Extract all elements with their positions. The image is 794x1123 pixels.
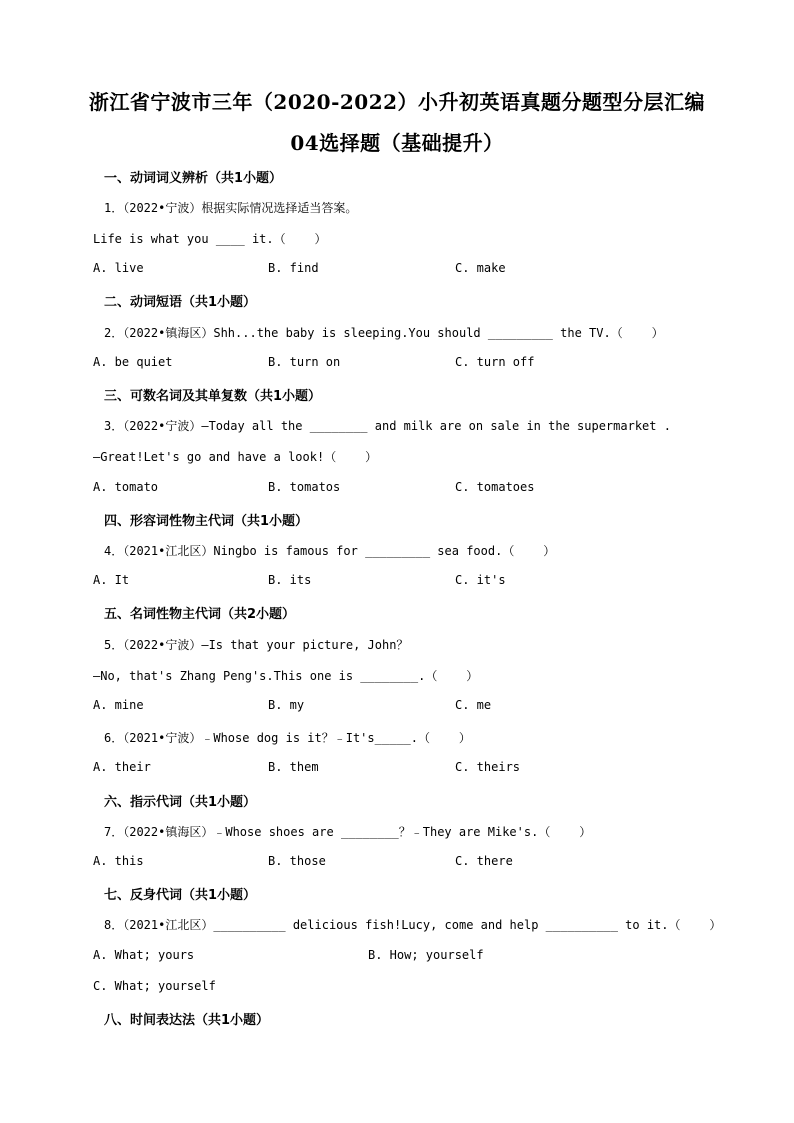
section-heading: 四、形容词性物主代词（共1小题） <box>104 514 309 529</box>
option-a: A. What; yours <box>93 948 195 962</box>
question-stem: 8．（2021•江北区）__________ delicious fish!Lucy, come and help __________ to it.（ ） <box>104 918 722 932</box>
section-heading: 七、反身代词（共1小题） <box>104 888 257 903</box>
option-b: B. them <box>268 760 319 774</box>
section-heading: 一、动词词义辨析（共1小题） <box>104 171 283 186</box>
option-c: C. there <box>455 854 513 868</box>
question-stem: 3．（2022•宁波）—Today all the ________ and milk are on sale in the supermarket . <box>104 419 671 433</box>
option-a: A. be quiet <box>93 355 173 369</box>
section-heading: 八、时间表达法（共1小题） <box>104 1013 270 1028</box>
option-c: C. theirs <box>455 760 521 774</box>
option-a: A. tomato <box>93 480 159 494</box>
option-a: A. live <box>93 261 144 275</box>
option-b: B. How; yourself <box>368 948 484 962</box>
section-heading: 二、动词短语（共1小题） <box>104 295 257 310</box>
section-heading: 五、名词性物主代词（共2小题） <box>104 607 296 622</box>
question-stem: 1．（2022•宁波）根据实际情况选择适当答案。 <box>104 201 358 215</box>
question-stem: 2．（2022•镇海区）Shh...the baby is sleeping.You should _________ the TV.（ ） <box>104 326 664 340</box>
page-title-line1: 浙江省宁波市三年（2020-2022）小升初英语真题分题型分层汇编 <box>88 90 706 114</box>
option-c: C. make <box>455 261 506 275</box>
option-c: C. me <box>455 698 492 712</box>
option-a: A. this <box>93 854 144 868</box>
question-stem: 7．（2022•镇海区）﹣Whose shoes are ________？﹣They are Mike's.（ ） <box>104 825 592 839</box>
option-a: A. their <box>93 760 151 774</box>
section-heading: 三、可数名词及其单复数（共1小题） <box>104 389 322 404</box>
question-continuation: —Great!Let's go and have a look!（ ） <box>93 450 378 464</box>
option-b: B. turn on <box>268 355 341 369</box>
option-a: A. mine <box>93 698 144 712</box>
question-continuation: Life is what you ____ it.（ ） <box>93 232 327 246</box>
option-a: A. It <box>93 573 130 587</box>
option-c: C. tomatoes <box>455 480 535 494</box>
page-title-line2: 04选择题（基础提升） <box>290 131 504 155</box>
option-b: B. my <box>268 698 305 712</box>
option-c: C. it's <box>455 573 506 587</box>
option-c: C. What; yourself <box>93 979 216 993</box>
option-b: B. tomatos <box>268 480 341 494</box>
option-b: B. those <box>268 854 326 868</box>
option-c: C. turn off <box>455 355 535 369</box>
question-stem: 4．（2021•江北区）Ningbo is famous for _________ sea food.（ ） <box>104 544 556 558</box>
question-continuation: —No, that's Zhang Peng's.This one is ________.（ ） <box>93 669 479 683</box>
section-heading: 六、指示代词（共1小题） <box>104 795 257 810</box>
option-b: B. its <box>268 573 312 587</box>
option-b: B. find <box>268 261 319 275</box>
question-stem: 6．（2021•宁波）﹣Whose dog is it？﹣It's_____.（ ） <box>104 731 471 745</box>
question-stem: 5．（2022•宁波）—Is that your picture, John？ <box>104 638 409 652</box>
